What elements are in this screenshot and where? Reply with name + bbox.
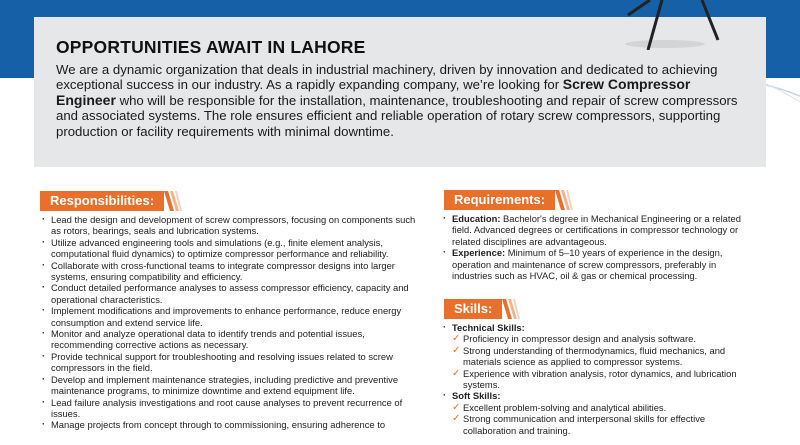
stripe-decoration-icon bbox=[555, 190, 573, 210]
responsibilities-section bbox=[42, 214, 420, 431]
requirement-label: Education: bbox=[452, 213, 501, 224]
skill-text: Strong communication and interpersonal skills for effective collaboration and training. bbox=[463, 413, 706, 436]
soft-skills-label: Soft Skills: bbox=[452, 390, 501, 402]
skill-text: Excellent problem-solving and analytical abilities. bbox=[463, 401, 667, 413]
role-title: Screw Compressor Engineer bbox=[56, 76, 691, 108]
skill-item bbox=[452, 333, 743, 344]
checkmark-icon: ✓ bbox=[452, 333, 461, 345]
stripe-decoration-icon bbox=[502, 299, 520, 319]
responsibilities-list bbox=[42, 214, 420, 431]
intro-text-continued: who will be responsible for the installation, maintenance, troubleshooting and repair of screw compressors and associated systems. The role ensures efficient and reliable operation of rotary screw compressors, supporting production or facility requirements with minimal downtime. bbox=[56, 92, 738, 139]
stripe-decoration-icon bbox=[164, 191, 182, 211]
skill-item bbox=[452, 368, 743, 391]
responsibility-item: · Utilize advanced engineering tools and simulations (e.g., finite element analysis, computational fluid dynamics) to optimize compressor performance and reliability. bbox=[42, 237, 420, 260]
soft-skills bbox=[443, 390, 743, 436]
page-title: OPPORTUNITIES AWAIT IN LAHORE bbox=[56, 37, 366, 57]
checkmark-icon: ✓ bbox=[452, 413, 461, 425]
requirements-label: Requirements: bbox=[444, 190, 555, 210]
requirement-text: Minimum of 5–10 years of experience in the design, operation and maintenance of screw compressors, preferably in industries such as HVAC, oil & gas or chemical processing. bbox=[452, 247, 723, 282]
responsibility-item: · Provide technical support for troubleshooting and resolving issues related to screw compressors in the field. bbox=[42, 351, 420, 374]
responsibility-item: · Develop and implement maintenance strategies, including predictive and preventive maintenance programs, to minimize downtime and extend equipment life. bbox=[42, 374, 420, 397]
technical-skills bbox=[443, 322, 743, 390]
technical-skills-label: Technical Skills: bbox=[452, 322, 525, 333]
requirement-text: Bachelor's degree in Mechanical Engineering or a related field. Advanced degrees or certifications in compressor technology or related disciplines are advantageous. bbox=[452, 213, 741, 247]
responsibility-item: · Implement modifications and improvements to enhance performance, reduce energy consumption and extend service life. bbox=[42, 305, 420, 328]
skills-section bbox=[443, 322, 743, 436]
responsibility-item: · Collaborate with cross-functional teams to integrate compressor designs into larger systems, ensuring compatibility and efficiency. bbox=[42, 260, 420, 283]
skills-heading bbox=[444, 299, 520, 319]
responsibility-item: · Lead the design and development of screw compressors, focusing on components such as rotors, bearings, seals and lubrication systems. bbox=[42, 214, 420, 237]
skill-text: Strong understanding of thermodynamics, fluid mechanics, and materials science as applied to compressor systems. bbox=[463, 344, 726, 368]
skills-label: Skills: bbox=[444, 299, 502, 319]
skill-item bbox=[452, 345, 743, 368]
responsibilities-heading bbox=[40, 191, 182, 211]
responsibility-item: · Manage projects from concept through to commissioning, ensuring adherence to bbox=[42, 419, 420, 430]
requirements-heading bbox=[444, 190, 573, 210]
checkmark-icon: ✓ bbox=[452, 367, 461, 379]
skills-list bbox=[443, 322, 743, 436]
requirement-item bbox=[443, 247, 743, 281]
responsibility-item: · Conduct detailed performance analyses to assess compressor efficiency, capacity and operational characteristics. bbox=[42, 282, 420, 305]
skill-item bbox=[452, 413, 743, 436]
requirements-section bbox=[443, 213, 743, 281]
checkmark-icon: ✓ bbox=[452, 344, 461, 356]
responsibilities-label: Responsibilities: bbox=[40, 191, 164, 211]
compressor-stand-image bbox=[590, 0, 740, 50]
skill-item bbox=[452, 402, 743, 413]
skill-text: Proficiency in compressor design and analysis software. bbox=[463, 333, 696, 345]
soft-skills-list bbox=[452, 402, 743, 436]
responsibility-item: · Monitor and analyze operational data to identify trends and potential issues, recommending corrective actions as necessary. bbox=[42, 328, 420, 351]
requirement-label: Experience: bbox=[452, 247, 506, 259]
checkmark-icon: ✓ bbox=[452, 401, 461, 413]
requirements-list bbox=[443, 213, 743, 281]
responsibility-item: · Lead failure analysis investigations and root cause analyses to prevent recurrence of issues. bbox=[42, 397, 420, 420]
skill-text: Experience with vibration analysis, rotor dynamics, and lubrication systems. bbox=[463, 367, 737, 391]
requirement-item bbox=[443, 213, 743, 247]
intro-paragraph bbox=[56, 62, 744, 139]
technical-skills-list bbox=[452, 333, 743, 390]
intro-text: We are a dynamic organization that deals in industrial machinery, driven by innovation and dedicated to achieving exceptional success in our industry. As a rapidly expanding company, we’re looking for bbox=[56, 62, 718, 93]
